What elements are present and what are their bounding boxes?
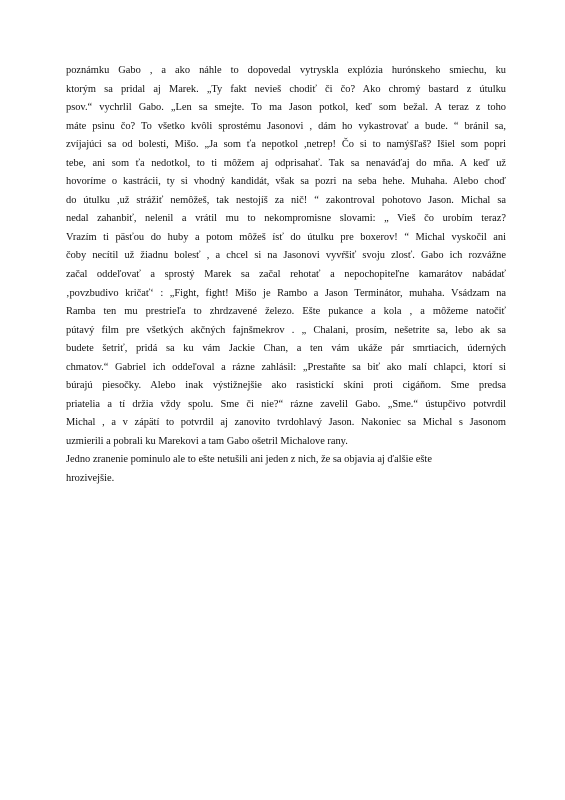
text-line: začal oddeľovať a sprostý Marek sa začal rehotať a nepochopiteľne kamarátov nabádať (66, 269, 506, 281)
text-line: chmatov.“ Gabriel ich oddeľoval a rázne zahlásil: „Prestaňte sa biť ako malí chlapci, ktorí si (66, 361, 506, 373)
text-line: búrajú piesočky. Alebo inak výstižnejšie ako rasistickí skíni proti cigáňom. Sme predsa (66, 380, 506, 392)
text-line: ‚povzbudivo kričať‘ : „Fight, fight! Mišo je Rambo a Jason Terminátor, muhaha. Vsádzam na (66, 287, 506, 299)
text-line: poznámku Gabo , a ako náhle to dopovedal vytryskla explózia hurónskeho smiechu, ku (66, 65, 506, 76)
text-line: máte psinu čo? To všetko kvôli sprostému Jasonovi , dám ho vykastrovať a bude. “ bránil sa, (66, 120, 506, 132)
text-line: zvíjajúci sa od bolesti, Mišo. „Ja som ťa nepotkol ,netrep! Čo si to namýšľaš? Išiel som popri (66, 139, 506, 151)
text-line: psov.“ vychrlil Gabo. „Len sa smejte. To ma Jason potkol, keď som bežal. A teraz z toho (66, 102, 506, 114)
text-line: tebe, ani som ťa nedotkol, to ti môžem aj odprisahať. Tak sa nenaváďaj do mňa. A keď už (66, 157, 506, 169)
text-line: priatelia a tí držia vždy spolu. Sme či nie?“ rázne zavelil Gabo. „Sme.“ ústupčivo potvrdil (66, 398, 506, 410)
text-line: Ramba ten mu prestrieľa to zhrdzavené železo. Ešte pukance a kola , a môžeme natočiť (66, 306, 506, 318)
text-line: do útulku ,už strážiť nemôžeš, tak nestojíš za nič! “ zakontroval pohotovo Jason. Michal sa (66, 194, 506, 206)
text-line: hrozivejšie. (66, 473, 115, 485)
text-line: Vrazím ti päsťou do huby a potom môžeš ísť do útulku pre boxerov! “ Michal vyskočil ani (66, 231, 506, 243)
text-line: čoby necítil už žiadnu bolesť , a chcel si na Jasonovi vyvŕšiť svoju zlosť. Gabo ich rozvážne (66, 250, 506, 262)
text-line: nedal zahanbiť, nelenil a vrátil mu to nekompromisne slovami: „ Vieš čo urobím teraz? (66, 213, 506, 225)
text-line: Michal , a v zápätí to potvrdil aj zanovito tvrdohlavý Jason. Nakoniec sa Michal s Jasonom (66, 417, 506, 429)
text-line: pútavý film pre všetkých akčných fajnšmekrov . „ Chalani, prosím, nešetrite sa, lebo ak sa (66, 324, 506, 336)
text-line: ktorým sa pridal aj Marek. „Ty fakt nevieš chodiť či čo? Ako chromý bastard z útulku (66, 83, 506, 95)
text-line: uzmierili a pobrali ku Marekovi a tam Gabo ošetril Michalove rany. (66, 435, 348, 447)
text-line: hovoríme o kastrácii, ty si vhodný kandidát, však sa pozri na seba hehe. Muhaha. Alebo choď (66, 176, 506, 188)
text-line: Jedno zranenie pominulo ale to ešte netušili ani jeden z nich, že sa objavia aj ďalšie ešte (66, 454, 432, 466)
text-line: budete šetriť, pridá sa ku vám Jackie Chan, a ten vám ukáže pár smrtiacich, úderných (66, 343, 506, 355)
body-text (66, 62, 506, 489)
